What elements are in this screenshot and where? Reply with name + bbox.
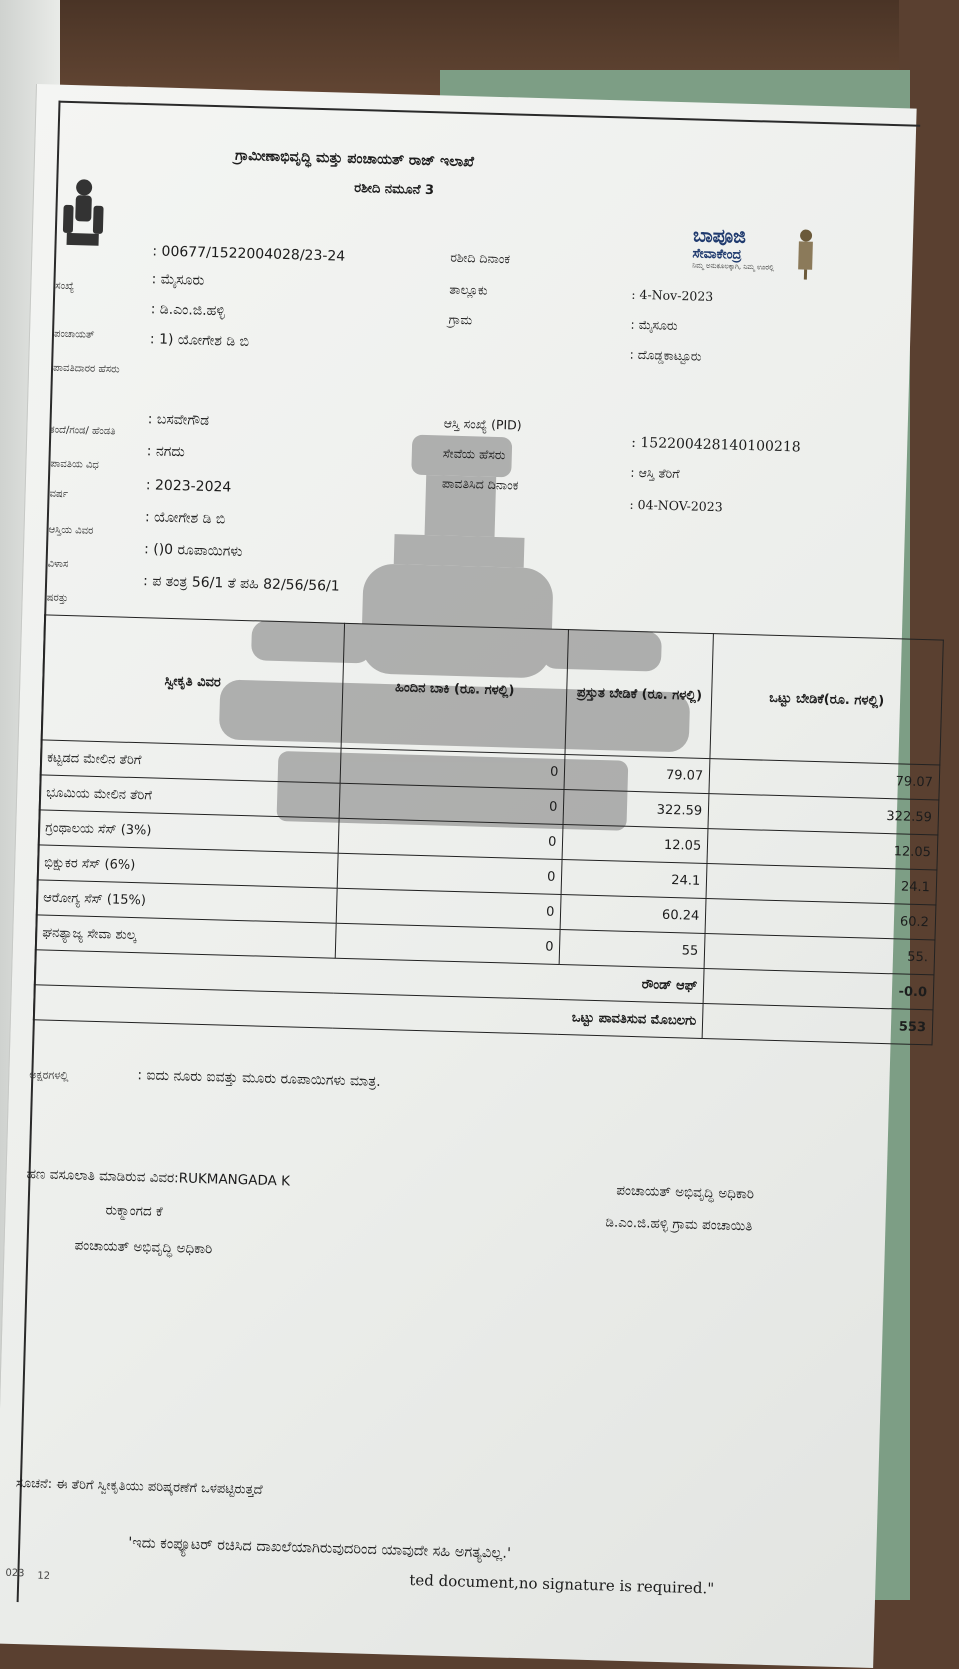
row-curr: 55 bbox=[559, 929, 705, 968]
receipt-date: : 4-Nov-2023 bbox=[631, 286, 714, 304]
amount-words-label: ಅಕ್ಷರಗಳಲ್ಲಿ bbox=[29, 1068, 69, 1083]
row-prev: 0 bbox=[336, 888, 562, 929]
tax-receipt-document bbox=[0, 84, 934, 1668]
row-label: ಆರೋಗ್ಯ ಸೆಸ್ (15%) bbox=[36, 880, 337, 923]
district-value: : ಮೈಸೂರು bbox=[151, 271, 205, 289]
row-prev: 0 bbox=[339, 783, 565, 824]
left-label: ಪಂಚಾಯತ್ bbox=[53, 328, 95, 341]
holder-name: : ಯೋಗೇಶ ಡಿ ಬಿ bbox=[144, 509, 226, 528]
row-total: 24.1 bbox=[706, 864, 937, 905]
payment-mode: : ನಗದು bbox=[146, 443, 186, 461]
village-value: : ದೊಡ್ಡಕಾಟ್ಟೂರು bbox=[629, 346, 702, 364]
logo-name: ಬಾಪೂಜಿ bbox=[692, 224, 747, 248]
paid-date-value: : 04-NOV-2023 bbox=[629, 496, 723, 515]
footer-kn-line: 'ಇದು ಕಂಪ್ಯೂಟರ್ ರಚಿಸಿದ ದಾಖಲೆಯಾಗಿರುವುದರಿಂದ ಯಾವುದೇ ಸಹಿ ಅಗತ್ಯವಿಲ್ಲ.' bbox=[128, 1535, 512, 1562]
receipt-number: : 00677/1522004028/23-24 bbox=[152, 243, 346, 265]
paid-date-label: ಪಾವತಿಸಿದ ದಿನಾಂಕ bbox=[441, 475, 519, 493]
total-value: 553 bbox=[702, 1003, 933, 1044]
col-header-current-demand: ಪ್ರಸ್ತುತ ಬೇಡಿಕೆ (ರೂ. ಗಳಲ್ಲಿ) bbox=[565, 630, 713, 759]
footer-note: ಸೂಚನೆ: ಈ ತೆರಿಗೆ ಸ್ವೀಕೃತಿಯು ಪರಿಷ್ಕರಣೆಗೆ ಒಳಪಟ್ಟಿರುತ್ತದೆ bbox=[15, 1475, 263, 1498]
left-label: ಆಸ್ತಿಯ ವಿವರ bbox=[48, 524, 94, 537]
row-total: 55. bbox=[704, 934, 935, 975]
row-prev: 0 bbox=[340, 748, 566, 789]
form-title: ರಶೀದಿ ನಮೂನೆ 3 bbox=[353, 180, 435, 199]
row-total: 322.59 bbox=[708, 794, 939, 835]
officer-title: ಪಂಚಾಯತ್ ಅಭಿವೃದ್ಧಿ ಅಧಿಕಾರಿ bbox=[616, 1182, 755, 1203]
row-label: ಗ್ರಂಥಾಲಯ ಸೆಸ್ (3%) bbox=[38, 810, 339, 853]
service-value: : ಆಸ್ತಿ ತೆರಿಗೆ bbox=[630, 464, 680, 482]
row-total: 60.2 bbox=[705, 899, 936, 940]
gandhi-figure-icon bbox=[790, 227, 821, 280]
row-total: 12.05 bbox=[707, 829, 938, 870]
collector-designation: ಪಂಚಾಯತ್ ಅಭಿವೃದ್ಧಿ ಅಧಿಕಾರಿ bbox=[74, 1237, 213, 1258]
footer-en-line: ted document,no signature is required." bbox=[409, 1571, 715, 1598]
payer-name: : 1) ಯೋಗೇಶ ಡಿ ಬಿ bbox=[149, 331, 250, 351]
pid-label: ಆಸ್ತಿ ಸಂಖ್ಯೆ (PID) bbox=[443, 415, 522, 433]
page-number: 12 bbox=[37, 1570, 51, 1582]
logo-tagline: ನಿಮ್ಮ ಅನುಕೂಲಕ್ಕಾಗಿ, ನಿಮ್ಮ ಊರಲ್ಲಿ bbox=[692, 261, 775, 272]
row-prev: 0 bbox=[338, 818, 564, 859]
left-label: ಷರತ್ತು bbox=[46, 592, 69, 605]
receipt-date-label: ರಶೀದಿ ದಿನಾಂಕ bbox=[450, 249, 511, 267]
row-curr: 24.1 bbox=[561, 860, 707, 899]
amount-top: : ()0 ರೂಪಾಯಿಗಳು bbox=[143, 541, 243, 560]
fee-table bbox=[33, 614, 944, 1045]
col-header-previous-due: ಹಿಂದಿನ ಬಾಕಿ (ರೂ. ಗಳಲ್ಲಿ) bbox=[341, 623, 569, 754]
pid-value: : 152200428140100218 bbox=[630, 434, 801, 456]
row-label: ಘನತ್ಯಾಜ್ಯ ಸೇವಾ ಶುಲ್ಕ bbox=[35, 915, 336, 958]
row-total: 79.07 bbox=[709, 759, 940, 800]
department-title: ಗ್ರಾಮೀಣಾಭಿವೃದ್ಧಿ ಮತ್ತು ಪಂಚಾಯತ್ ರಾಜ್ ಇಲಾಖೆ bbox=[234, 147, 475, 171]
left-label: ತಂದೆ/ಗಂಡ/ ಹೆಂಡತಿ bbox=[49, 424, 116, 438]
row-prev: 0 bbox=[337, 853, 563, 894]
row-label: ಭಿಕ್ಷುಕರ ಸೆಸ್ (6%) bbox=[37, 845, 338, 888]
col-header-total-demand: ಒಟ್ಟು ಬೇಡಿಕೆ(ರೂ. ಗಳಲ್ಲಿ) bbox=[710, 634, 943, 765]
row-curr: 322.59 bbox=[563, 790, 709, 829]
karnataka-emblem-icon bbox=[52, 175, 114, 257]
property-details: : ಪ ತಂತ್ರ 56/1 ತೆ ಪಹಿ 82/56/56/1 bbox=[142, 573, 340, 595]
row-curr: 60.24 bbox=[560, 894, 706, 933]
round-off-value: -0.0 bbox=[703, 969, 934, 1010]
left-label: ಪಾವತಿಯ ವಿಧ bbox=[50, 458, 99, 471]
fee-table-header bbox=[41, 615, 943, 765]
row-curr: 12.05 bbox=[562, 825, 708, 864]
logo-sub: ಸೇವಾಕೇಂದ್ರ bbox=[692, 246, 742, 263]
row-prev: 0 bbox=[335, 923, 561, 964]
collector-line: ಹಣ ವಸೂಲಾತಿ ಮಾಡಿರುವ ವಿವರ:RUKMANGADA K bbox=[26, 1166, 291, 1190]
left-label: ವಿಳಾಸ bbox=[47, 558, 69, 571]
taluk-value: : ಮೈಸೂರು bbox=[630, 316, 678, 334]
collector-name-kn: ರುಕ್ಮಾಂಗದ ಕೆ bbox=[105, 1202, 163, 1220]
taluk-label: ತಾಲ್ಲೂಕು bbox=[449, 281, 488, 298]
col-header-description: ಸ್ವೀಕೃತಿ ವಿವರ bbox=[41, 615, 344, 748]
left-label: ಸಂಖ್ಯೆ bbox=[55, 280, 75, 293]
round-off-label: ರೌಂಡ್ ಆಫ್ bbox=[34, 950, 704, 1004]
left-label: ಪಾವತಿದಾರರ ಹೆಸರು bbox=[52, 362, 120, 376]
financial-year: : 2023-2024 bbox=[145, 477, 232, 496]
service-label: ಸೇವೆಯ ಹೆಸರು bbox=[442, 445, 506, 463]
bapuji-logo bbox=[691, 224, 823, 296]
row-curr: 79.07 bbox=[564, 755, 710, 794]
village-label: ಗ್ರಾಮ bbox=[448, 311, 473, 328]
panchayat-value: : ಡಿ.ಎಂ.ಜಿ.ಹಳ್ಳಿ bbox=[150, 301, 226, 320]
total-label: ಒಟ್ಟು ಪಾವತಿಸುವ ಮೊಬಲಗು bbox=[33, 985, 703, 1039]
amount-words: : ಐದು ನೂರು ಐವತ್ತು ಮೂರು ರೂಪಾಯಿಗಳು ಮಾತ್ರ. bbox=[137, 1067, 381, 1091]
page-year: 023 bbox=[5, 1567, 25, 1580]
officer-office: ಡಿ.ಎಂ.ಜಿ.ಹಳ್ಳಿ ಗ್ರಾಮ ಪಂಚಾಯಿತಿ bbox=[605, 1214, 753, 1235]
father-name: : ಬಸವೇಗೌಡ bbox=[147, 411, 210, 429]
left-label: ವರ್ಷ bbox=[49, 488, 69, 501]
row-label: ಕಟ್ಟಡದ ಮೇಲಿನ ತೆರಿಗೆ bbox=[40, 740, 341, 783]
row-label: ಭೂಮಿಯ ಮೇಲಿನ ತೆರಿಗೆ bbox=[39, 775, 340, 818]
